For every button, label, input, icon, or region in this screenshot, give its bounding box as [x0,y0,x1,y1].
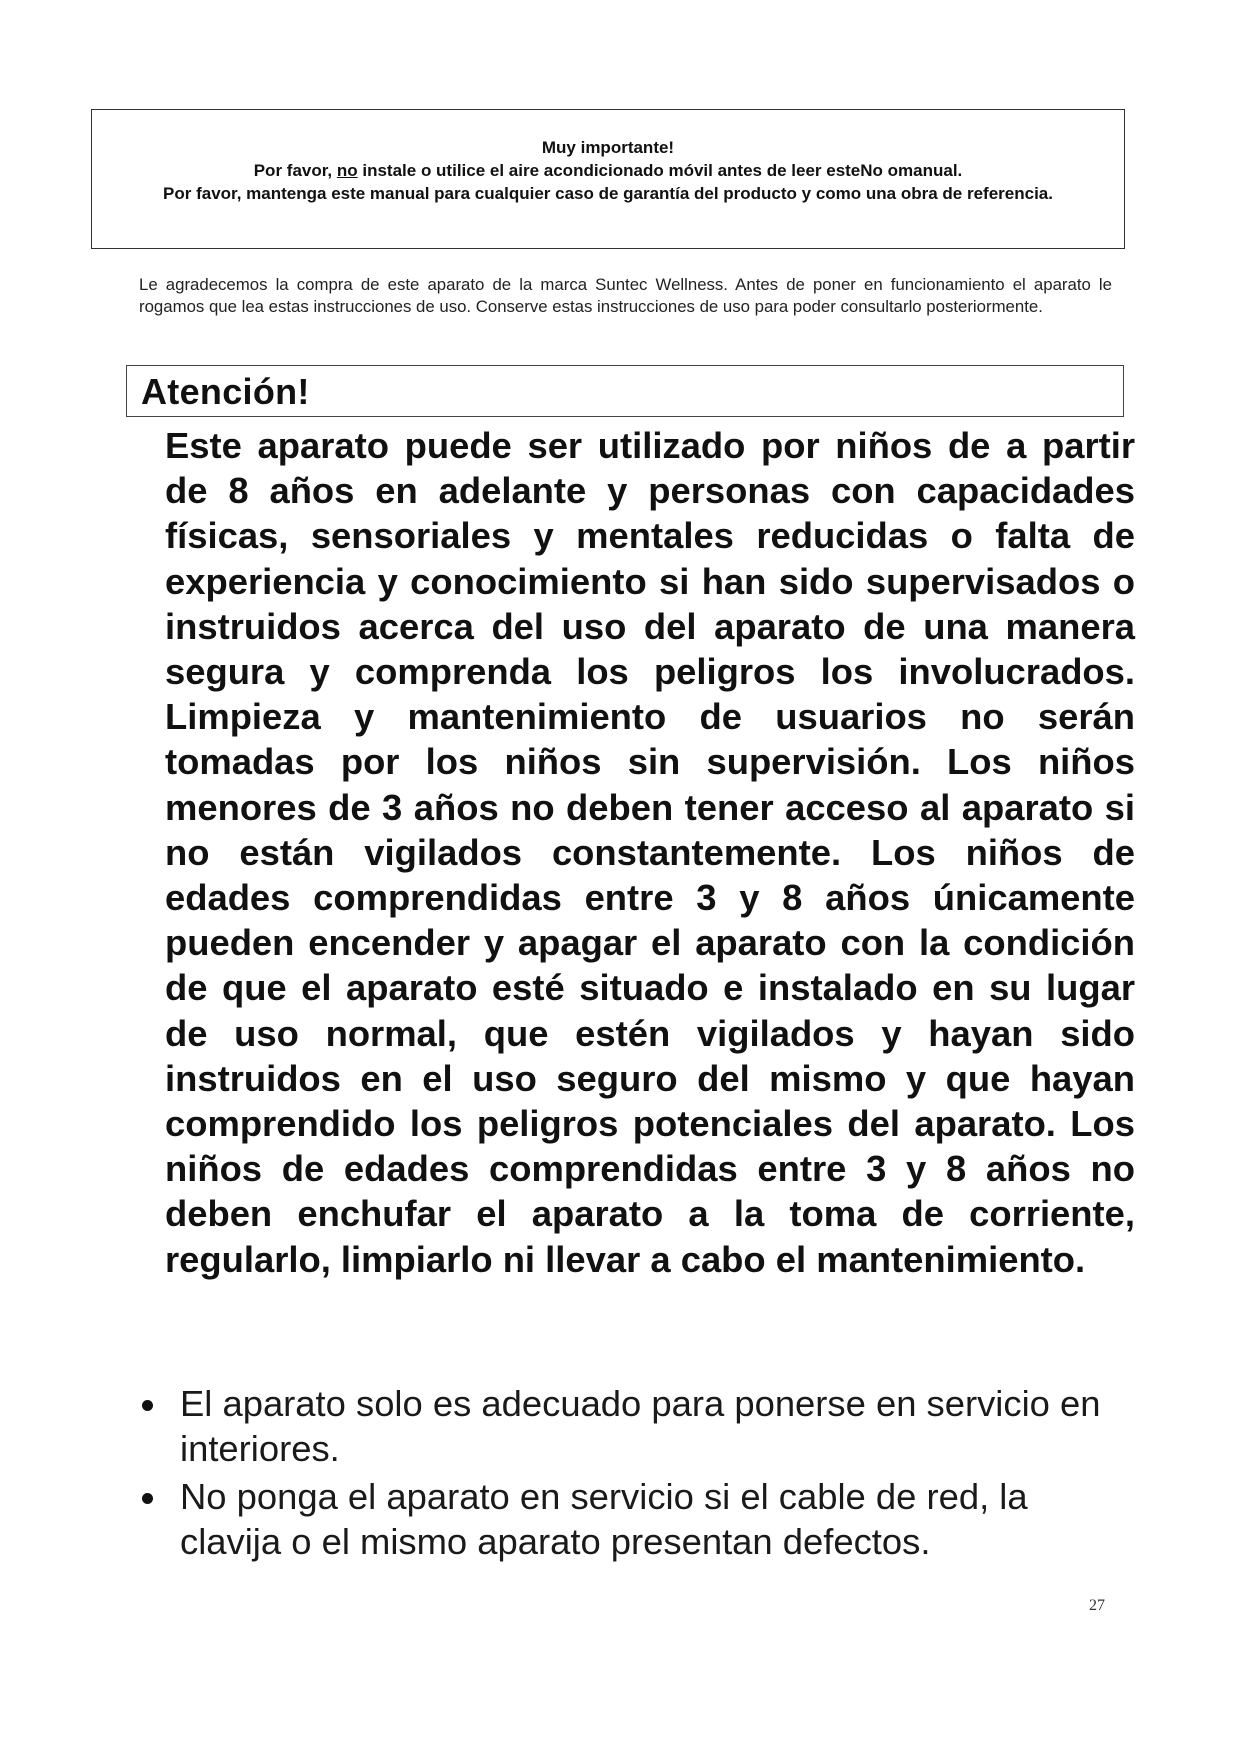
bullet-icon [142,1400,153,1411]
intro-paragraph: Le agradecemos la compra de este aparato de la marca Suntec Wellness. Antes de poner en funcionamiento el aparato le rogamos que lea estas instrucciones de uso. Conserve estas instrucciones de uso para poder consultarlo posteriormente. [139,275,1112,316]
notice-underlined-word: no [336,161,358,180]
attention-heading-box [126,365,1124,417]
safety-bullet-list [138,1381,1128,1567]
notice-title: Muy importante! [541,138,675,157]
important-notice-box [91,109,1125,249]
bullet-icon [142,1493,153,1504]
bullet-text: No ponga el aparato en servicio si el cable de red, la clavija o el mismo aparato presentan defectos. [180,1476,1028,1562]
notice-line-1-pre: Por favor, [253,161,337,180]
attention-title: Atención! [141,371,310,412]
list-item [138,1381,1128,1471]
bullet-text: El aparato solo es adecuado para ponerse en servicio en interiores. [180,1383,1101,1469]
notice-line-2: Por favor, mantenga este manual para cualquier caso de garantía del producto y como una obra de referencia. [163,184,1053,203]
children-safety-warning: Este aparato puede ser utilizado por niños de a partir de 8 años en adelante y personas con capacidades físicas, sensoriales y mentales reducidas o falta de experiencia y conocimiento si han sido supervisados o instruidos acerca del uso del aparato de una manera segura y comprenda los peligros los involucrados. Limpieza y mantenimiento de usuarios no serán tomadas por los niños sin supervisión. Los niños menores de 3 años no deben tener acceso al aparato si no están vigilados constantemente. Los niños de edades comprendidas entre 3 y 8 años únicamente pueden encender y apagar el aparato con la condición de que el aparato esté situado e instalado en su lugar de uso normal, que estén vigilados y hayan sido instruidos en el uso seguro del mismo y que hayan comprendido los peligros potenciales del aparato. Los niños de edades comprendidas entre 3 y 8 años no deben enchufar el aparato a la toma de corriente, regularlo, limpiarlo ni llevar a cabo el mantenimiento. [165,425,1135,1280]
notice-line-1-post: instale o utilice el aire acondicionado móvil antes de leer esteNo omanual. [357,161,963,180]
notice-line-1 [92,159,1124,182]
list-item [138,1474,1128,1564]
page-number: 27 [1089,1597,1105,1614]
